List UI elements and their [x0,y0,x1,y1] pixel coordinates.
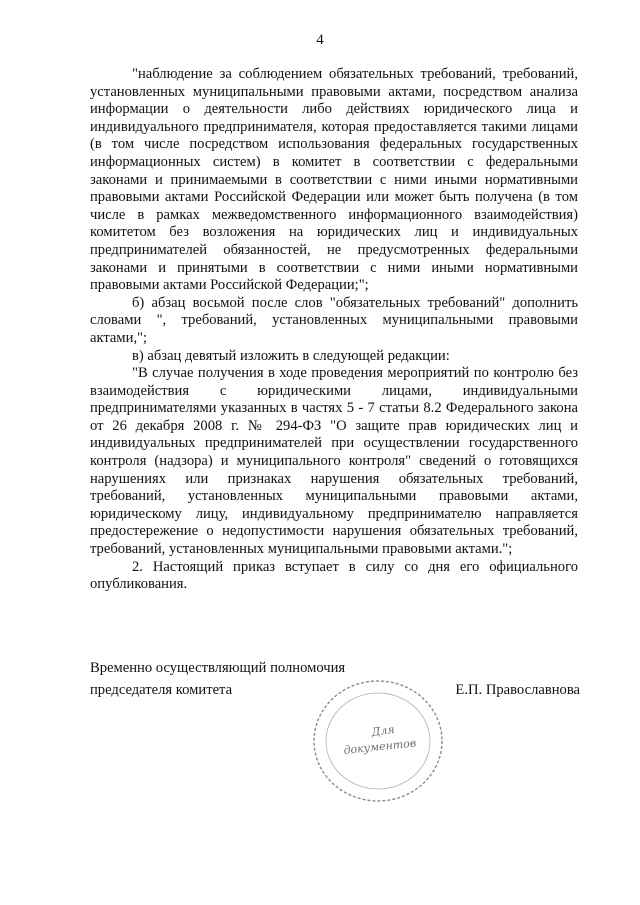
document-stamp [310,676,446,806]
stamp-text-2: документов [342,736,417,757]
stamp-text-1: Для [370,722,396,739]
document-body [90,66,578,594]
paragraph-effective: 2. Настоящий приказ вступает в силу со дня его официального опубликования. [90,558,578,593]
page-number: 4 [316,32,324,48]
signatory-name: Е.П. Православнова [455,682,580,698]
signatory-position [90,657,345,701]
position-line-2: председателя комитета [90,682,233,698]
paragraph-v-text: "В случае получения в ходе проведения мероприятий по контролю без взаимодействия с юридическими лицами, индивидуальными предпринимателями указанных в частях 5 - 7 статьи 8.2 Федерального закона от 26 декабря 2008 г. № 294-ФЗ "О защите прав юридических лиц и индивидуальных предпринимателей при осуществлении государственного контроля (надзора) и муниципального контроля" сведений о готовящихся нарушениях или признаках нарушения обязательных требований, требований, установленных муниципальными правовыми актами, юридическому лицу, индивидуальному предпринимателю направляется предостережение о недопустимости нарушения обязательных требований, требований, установленных муниципальными правовыми актами."; [90,365,578,558]
paragraph-observation: "наблюдение за соблюдением обязательных требований, требований, установленных муниципальными правовыми актами, посредством анализа информации о деятельности либо действиях юридического лица и индивидуального предпринимателя, которая предоставляется такими лицами (в том числе посредством использования федеральных государственных информационных систем) в комитет в соответствии с федеральными законами и принимаемыми в соответствии с ними иными нормативными правовыми актами Российской Федерации или может быть получена (в том числе в рамках межведомственного информационного взаимодействия) комитетом без возложения на юридических лиц и индивидуальных предпринимателей обязанностей, не предусмотренных федеральными законами и принятыми в соответствии с ними иными нормативными правовыми актами Российской Федерации;"; [90,66,578,294]
paragraph-v-intro: в) абзац девятый изложить в следующей редакции: [132,347,450,364]
paragraph-b: б) абзац восьмой после слов "обязательных требований" дополнить словами ", требований, установленных муниципальными правовыми актами,"; [90,294,578,346]
position-line-1: Временно осуществляющий полномочия [90,660,346,676]
